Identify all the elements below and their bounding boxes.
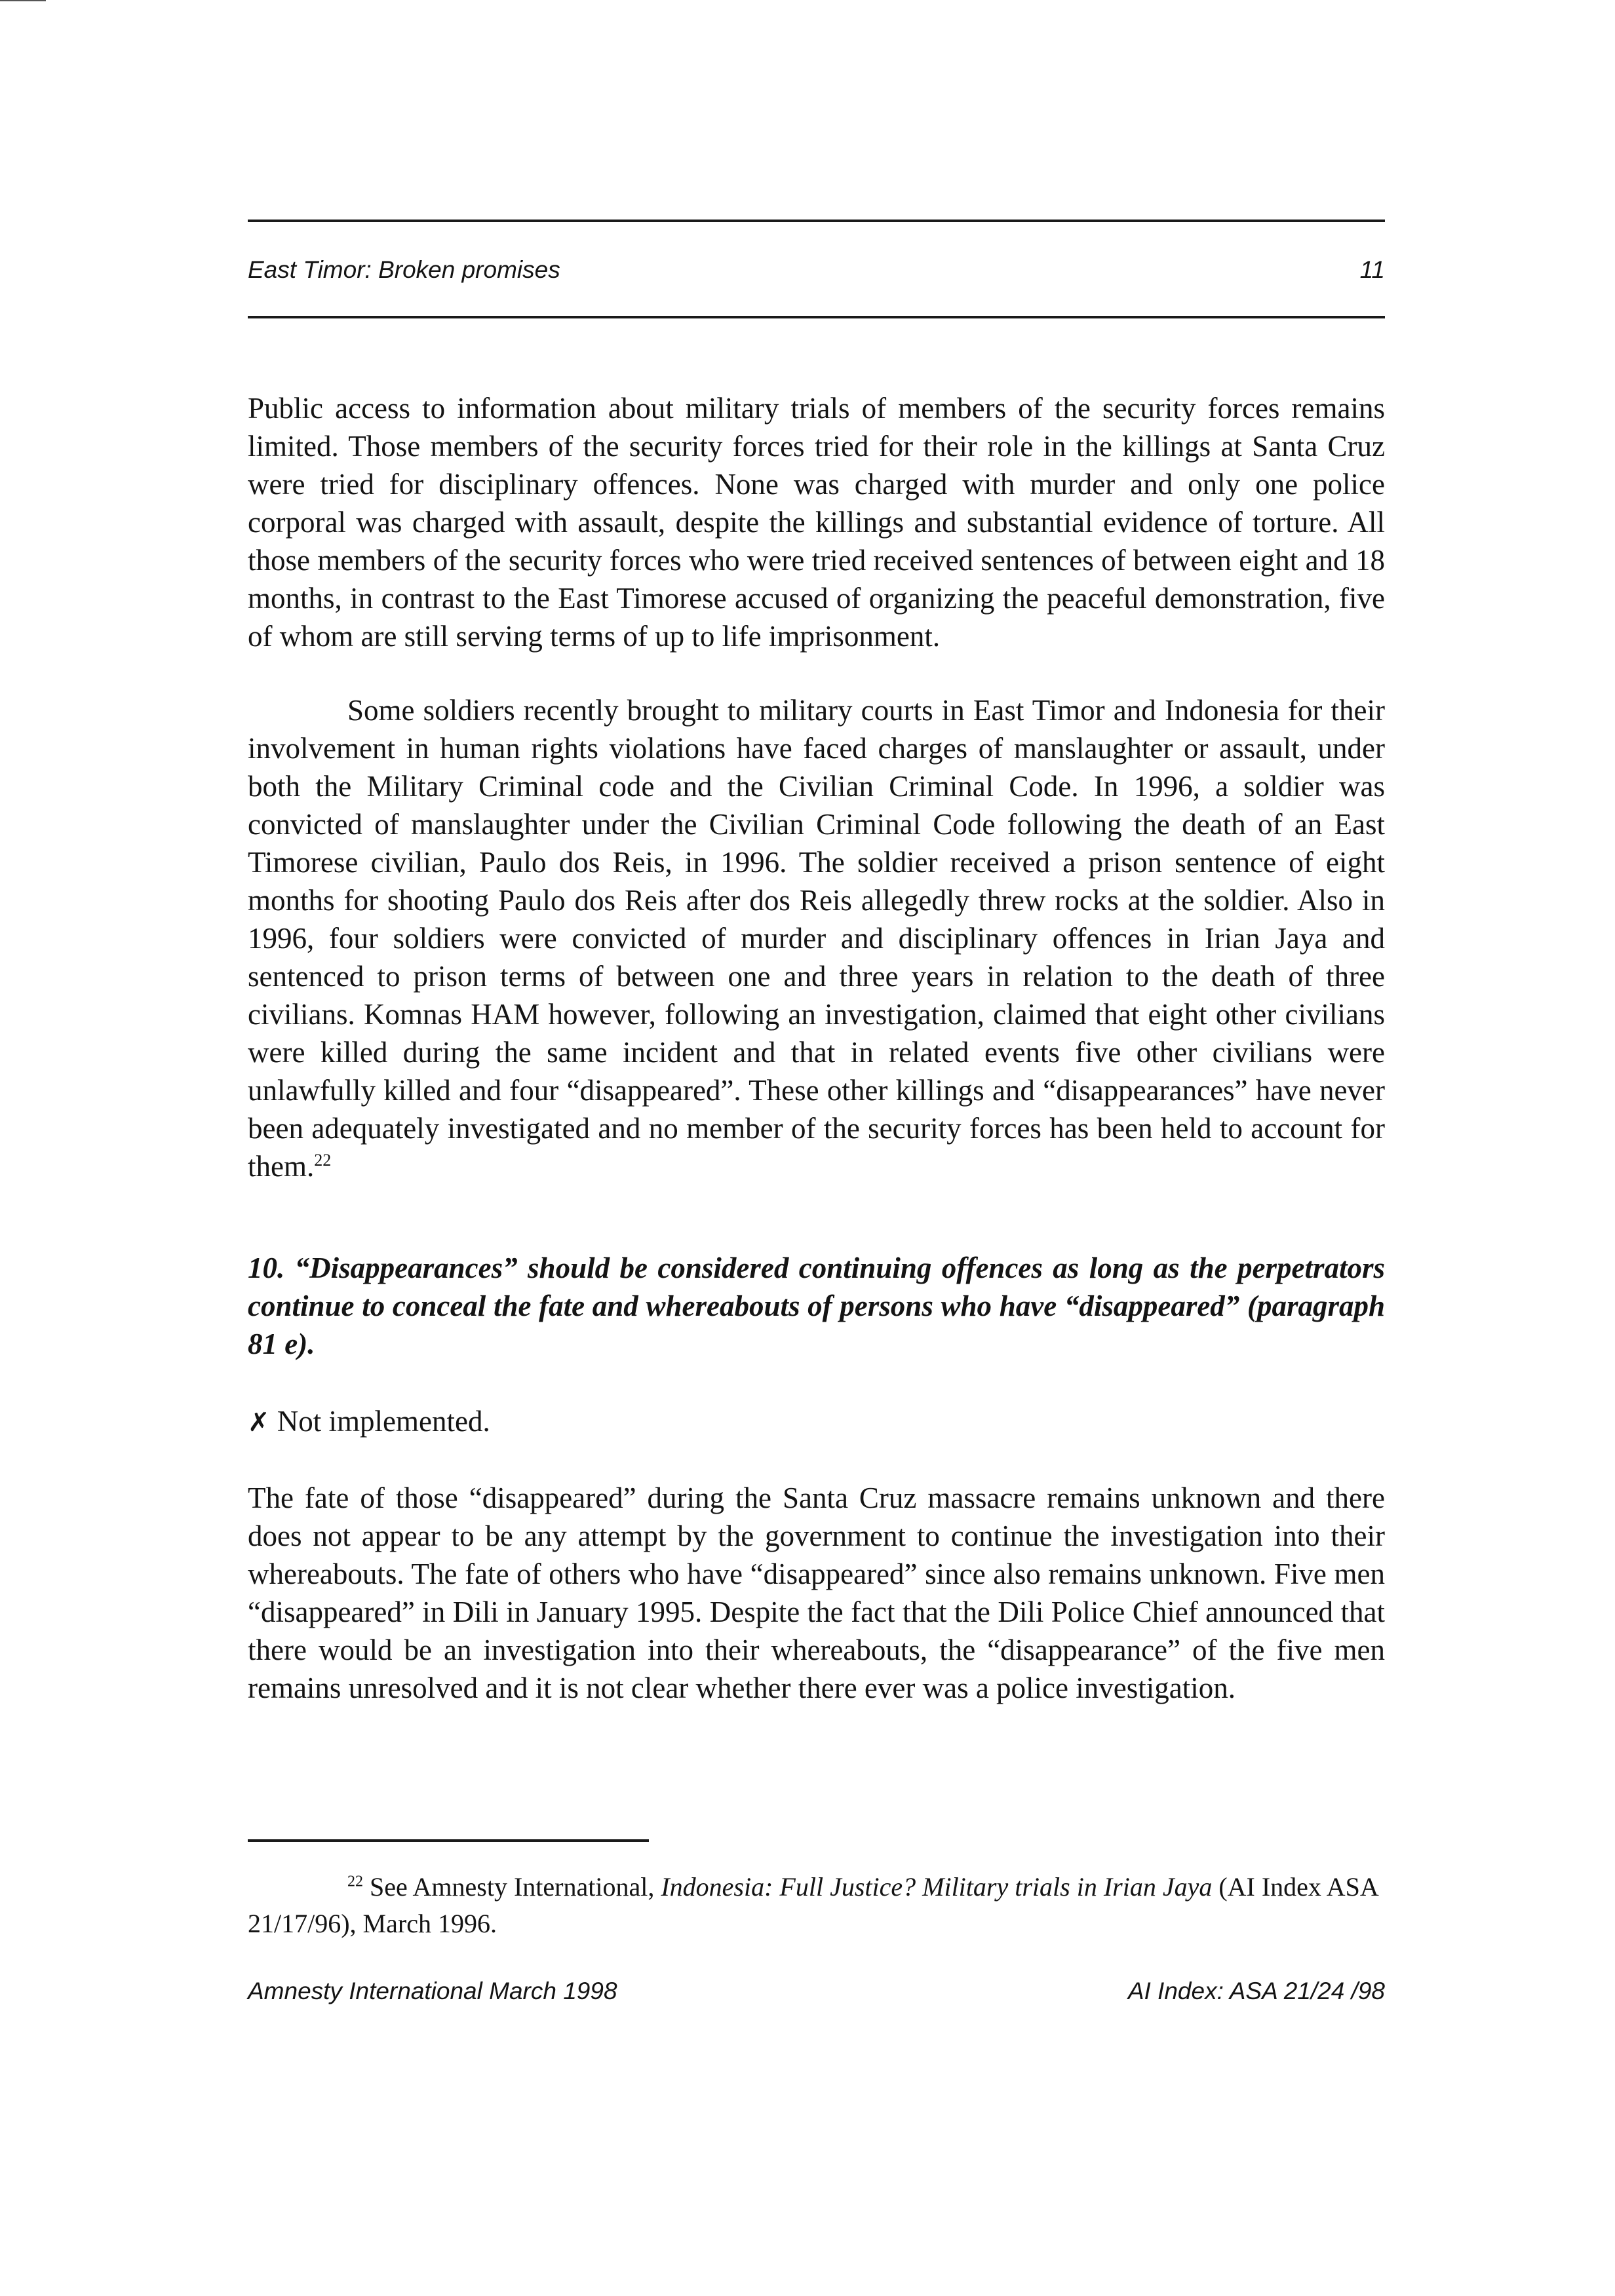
page-number: 11 (1359, 256, 1385, 283)
header-top-rule (248, 220, 1385, 222)
footer-publisher-date: Amnesty International March 1998 (248, 1978, 617, 2004)
heading-text: 10. “Disappearances” should be considered continuing offences as long as the perpetrators continue to conceal the fate and whereabouts of persons who have “disappeared” (paragraph 81 e). (248, 1252, 1385, 1360)
paragraph-soldiers-courts (248, 691, 1385, 1185)
footnote-cited-title: Indonesia: Full Justice? Military trials in Irian Jaya (661, 1872, 1213, 1902)
paragraph-text: Some soldiers recently brought to military courts in East Timor and Indonesia for their involvement in human rights violations have faced charges of manslaughter or assault, under both the Military Criminal code and the Civilian Criminal Code. In 1996, a soldier was convicted of manslaughter under the Civilian Criminal Code following the death of an East Timorese civilian, Paulo dos Reis, in 1996. The soldier received a prison sentence of eight months for shooting Paulo dos Reis after dos Reis allegedly threw rocks at the soldier. Also in 1996, four soldiers were convicted of murder and disciplinary offences in Irian Jaya and sentenced to prison terms of between one and three years in relation to the death of three civilians. Komnas HAM however, following an investigation, claimed that eight other civilians were killed during the same incident and that in related events five other civilians were unlawfully killed and four “disappeared”. These other killings and “disappearances” have never been adequately investigated and no member of the security forces has been held to account for them. (248, 694, 1385, 1183)
footer-ai-index: AI Index: ASA 21/24 /98 (1127, 1978, 1385, 2004)
footnote-22 (248, 1869, 1385, 1942)
scan-edge-mark (0, 0, 46, 1)
status-text: Not implemented. (277, 1405, 490, 1438)
footnote-reference[interactable]: 22 (314, 1151, 332, 1170)
footnote-text-after: (AI Index ASA 21/17/96), March 1996. (248, 1872, 1378, 1938)
recommendation-heading (248, 1249, 1385, 1363)
footnote-separator (248, 1839, 649, 1842)
footnote-number: 22 (347, 1873, 363, 1890)
paragraph-text: The fate of those “disappeared” during the Santa Cruz massacre remains unknown and there does not appear to be any attempt by the government to continue the investigation into their whereabouts. The fate of others who have “disappeared” since also remains unknown. Five men “disappeared” in Dili in January 1995. Despite the fact that the Dili Police Chief announced that there would be an investigation into their whereabouts, the “disappearance” of the five men remains unresolved and it is not clear whether there ever was a police investigation. (248, 1482, 1385, 1704)
paragraph-military-trials (248, 389, 1385, 655)
implementation-status (248, 1402, 1385, 1442)
paragraph-text: Public access to information about military trials of members of the security forces remains limited. Those members of the security forces tried for their role in the killings at Santa Cruz were tried for disciplinary offences. None was charged with murder and only one police corporal was charged with assault, despite the killings and substantial evidence of torture. All those members of the security forces who were tried received sentences of between eight and 18 months, in contrast to the East Timorese accused of organizing the peaceful demonstration, five of whom are still serving terms of up to life imprisonment. (248, 392, 1385, 653)
header-bottom-rule (248, 316, 1385, 318)
paragraph-disappeared-fate (248, 1479, 1385, 1707)
cross-icon: ✗ (248, 1407, 270, 1438)
running-header-title: East Timor: Broken promises (248, 256, 560, 283)
footnote-text-before: See Amnesty International, (370, 1872, 661, 1902)
